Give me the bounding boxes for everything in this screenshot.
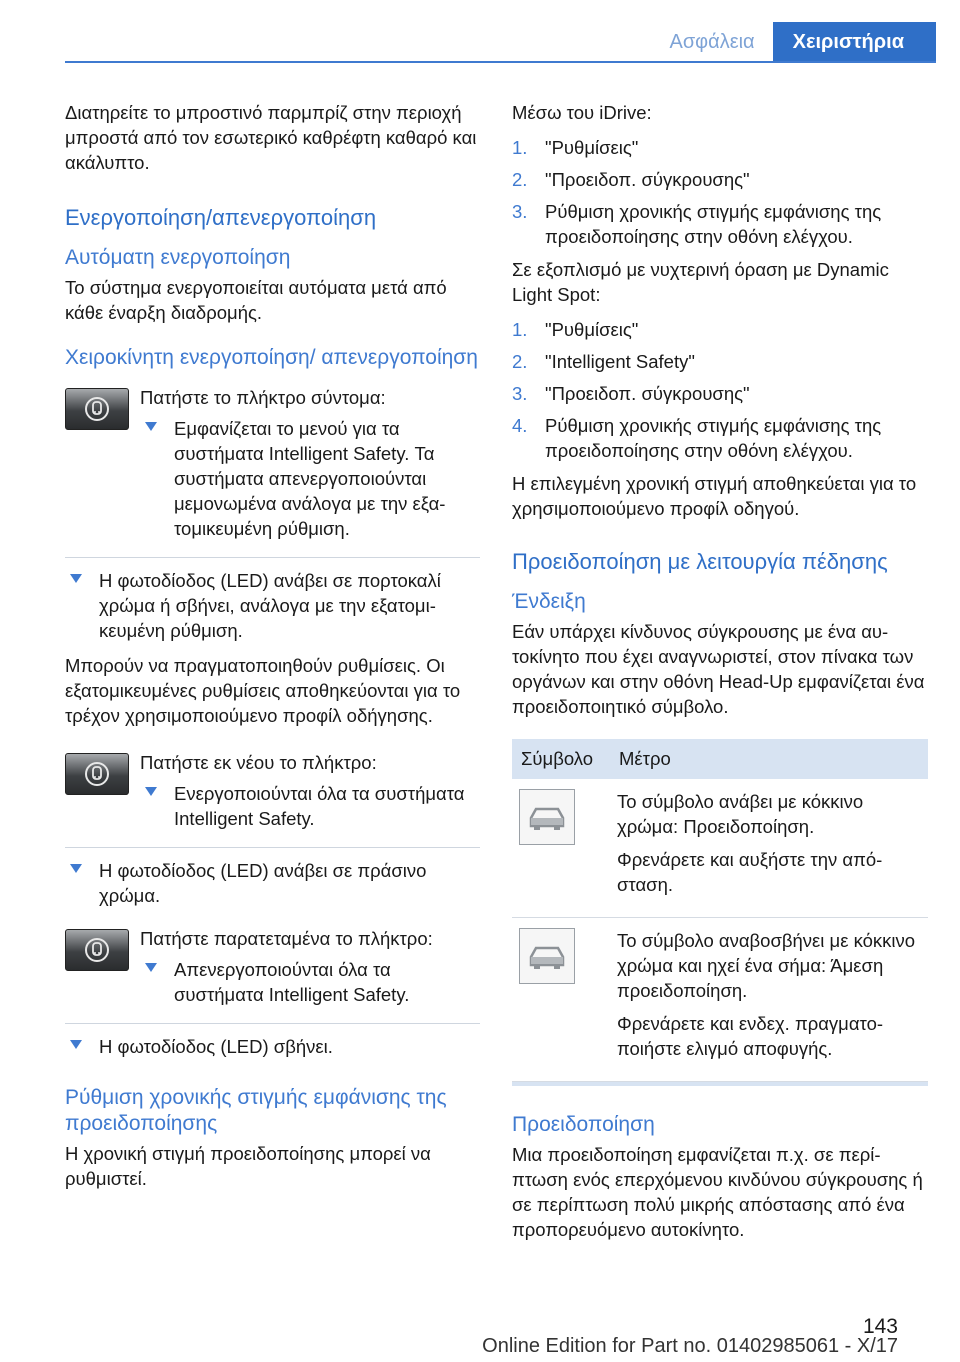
list-item: 1. "Ρυθμίσεις": [512, 319, 639, 340]
divider: [65, 847, 480, 848]
column-header-symbol: Σύμβολο: [521, 748, 594, 769]
list-item: Η φωτοδίοδος (LED) σβήνει.: [65, 1034, 480, 1059]
triangle-bullet-icon: [70, 574, 82, 583]
triangle-bullet-icon: [70, 1040, 82, 1049]
table-row: [512, 918, 928, 1082]
triangle-bullet-icon: [145, 787, 157, 796]
intro-text: Διατηρείτε το μπροστινό παρμπρίζ στην περιοχή μπροστά από τον εσωτερικό καθρέφτη καθαρό και ακάλυπτο.: [65, 102, 477, 173]
heading-manual-activation: Χειροκίνητη ενεργοποίηση/ απενεργοποίηση: [65, 346, 478, 369]
measure-text: Το σύμβολο αναβοσβήνει με κόκκινο χρώμα και ηχεί ένα σήμα: Άμεση προειδοποίηση.: [617, 930, 916, 1001]
table-row: [512, 779, 928, 918]
heading-warning: Προειδοποίηση: [512, 1113, 655, 1136]
settings-text: Μπορούν να πραγματοποιηθούν ρυθμίσεις. Οι εξατομικευμένες ρυθμίσεις αποθηκεύονται για το τρέχον χρησιμοποιούμενο προφίλ οδήγησης.: [65, 655, 461, 726]
auto-activation-text: Το σύστημα ενεργοποιείται αυτόματα μετά από κάθε έναρξη διαδρομής.: [65, 277, 447, 323]
press-short-label: Πατήστε το πλήκτρο σύντομα:: [140, 387, 386, 408]
symbol-table: [512, 739, 928, 1086]
divider: [65, 1023, 480, 1024]
list-item: 2. "Προειδοπ. σύγκρουσης": [512, 169, 750, 190]
safety-button-image: [65, 753, 129, 795]
heading-activation: Ενεργοποίηση/απενεργοποίηση: [65, 205, 377, 230]
car-warning-icon: [519, 928, 575, 984]
list-item: 4. Ρύθμιση χρονικής στιγμής εμφάνισης της προειδοποίησης στην οθόνη ελέγχου.: [512, 415, 882, 461]
car-warning-icon: [519, 789, 575, 845]
safety-button-icon: [82, 935, 112, 965]
measure-text: Φρενάρετε και ενδεχ. πραγματοποιήστε ελιγμό αποφυγής.: [617, 1013, 884, 1059]
column-header-measure: Μέτρο: [619, 748, 671, 769]
list-item: Εμφανίζεται το μενού για τα συστήματα Intelligent Safety. Τα συστήματα απενεργοποιούνται μεμονωμένα ανάλογα με την εξατομικευμένη ρύθμιση.: [140, 416, 480, 541]
heading-auto-activation: Αυτόματη ενεργοποίηση: [65, 246, 291, 269]
safety-button-icon: [82, 394, 112, 424]
triangle-bullet-icon: [145, 422, 157, 431]
list-item: 2. "Intelligent Safety": [512, 351, 695, 372]
list-item: Ενεργοποιούνται όλα τα συστήματα Intelligent Safety.: [140, 781, 480, 831]
safety-button-image: [65, 929, 129, 971]
page-number: 143: [862, 1315, 898, 1338]
header-tabs: [651, 22, 936, 62]
warning-text: Μια προειδοποίηση εμφανίζεται π.χ. σε περίπτωση ενός επερχόμενου κινδύνου σύγκρουσης ή σε περίπτωση πολύ μικρής απόστασης από ένα προπορευόμενο αυτοκίνητο.: [512, 1144, 923, 1240]
list-item: 3. Ρύθμιση χρονικής στιγμής εμφάνισης της προειδοποίησης στην οθόνη ελέγχου.: [512, 201, 882, 247]
measure-text: Το σύμβολο ανάβει με κόκκινο χρώμα: Προειδοποίηση.: [617, 791, 864, 837]
heading-indication: Ένδειξη: [512, 590, 586, 613]
night-vision-text: Σε εξοπλισμό με νυχτερινή όραση με Dynamic Light Spot:: [512, 259, 889, 305]
table-bottom-rule: [512, 1082, 928, 1086]
heading-braking-warning: Προειδοποίηση με λειτουργία πέδησης: [512, 549, 888, 574]
tab-safety[interactable]: Ασφάλεια: [669, 31, 755, 53]
right-column: [512, 100, 927, 1242]
indication-text: Εάν υπάρχει κίνδυνος σύγκρουσης με ένα αυτοκίνητο που έχει αναγνωριστεί, στον πίνακα των οργάνων και στην οθόνη Head-Up εμφανίζεται ένα προειδοποιητικό σύμβολο.: [512, 621, 925, 717]
safety-button-image: [65, 388, 129, 430]
press-long-row: [65, 926, 480, 1017]
heading-timing: Ρύθμιση χρονικής στιγμής εμφάνισης της προειδοποίησης: [65, 1086, 447, 1135]
table-header: [512, 739, 928, 779]
timing-text: Η χρονική στιγμή προειδοποίησης μπορεί να ρυθμιστεί.: [65, 1143, 431, 1189]
list-item: 1. "Ρυθμίσεις": [512, 137, 639, 158]
press-short-row: [65, 385, 480, 551]
triangle-bullet-icon: [145, 963, 157, 972]
list-item: Απενεργοποιούνται όλα τα συστήματα Intelligent Safety.: [140, 957, 480, 1007]
header-rule: [65, 61, 936, 63]
left-column: [65, 100, 480, 1199]
via-idrive-text: Μέσω του iDrive:: [512, 102, 652, 123]
edition-footer: Online Edition for Part no. 01402985061 - X/17: [482, 1335, 898, 1357]
measure-text: Φρενάρετε και αυξήστε την απόσταση.: [617, 849, 883, 895]
list-item: Η φωτοδίοδος (LED) ανάβει σε πορτοκαλί χρώμα ή σβήνει, ανάλογα με την εξατομικευμένη ρύθμιση.: [65, 568, 480, 643]
steps-list-1: [512, 135, 927, 249]
press-long-label: Πατήστε παρατεταμένα το πλήκτρο:: [140, 928, 433, 949]
stored-text: Η επιλεγμένη χρονική στιγμή αποθηκεύεται για το χρησιμοποιούμενο προφίλ οδηγού.: [512, 473, 917, 519]
press-again-row: [65, 750, 480, 841]
press-again-label: Πατήστε εκ νέου το πλήκτρο:: [140, 752, 377, 773]
divider: [65, 557, 480, 558]
triangle-bullet-icon: [70, 864, 82, 873]
safety-button-icon: [82, 759, 112, 789]
steps-list-2: [512, 317, 927, 463]
list-item: Η φωτοδίοδος (LED) ανάβει σε πράσινο χρώμα.: [65, 858, 480, 908]
tab-controls[interactable]: Χειριστήρια: [773, 22, 936, 62]
list-item: 3. "Προειδοπ. σύγκρουσης": [512, 383, 750, 404]
